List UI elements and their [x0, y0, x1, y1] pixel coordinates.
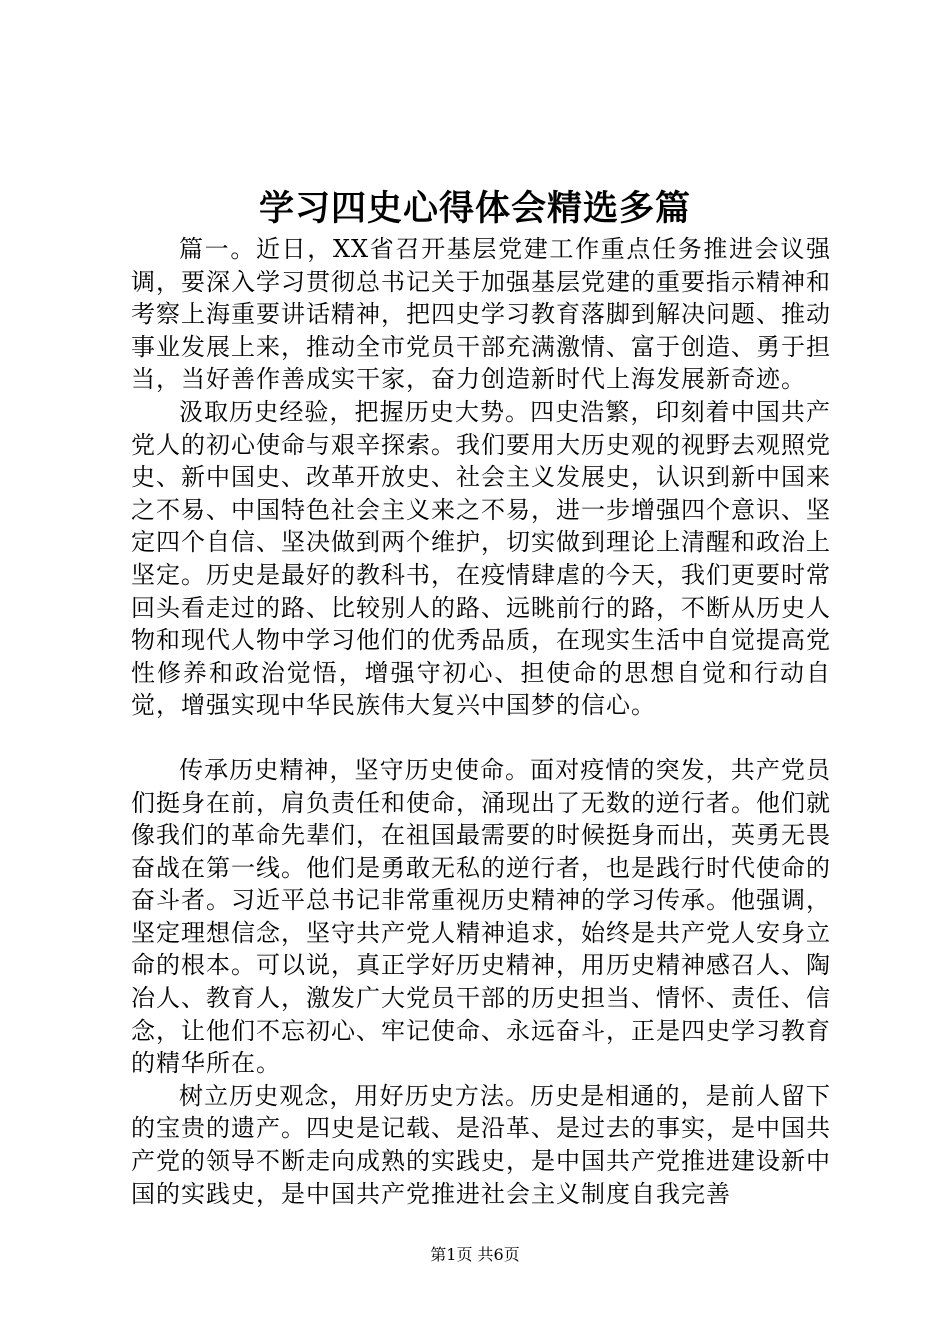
paragraph-2: 汲取历史经验，把握历史大势。四史浩繁，印刻着中国共产党人的初心使命与艰辛探索。我们要用大历史观的视野去观照党史、新中国史、改革开放史、社会主义发展史，认识到新中国来之不易、中国特色社会主义来之不易，进一步增强四个意识、坚定四个自信、坚决做到两个维护，切实做到理论上清醒和政治上坚定。历史是最好的教科书，在疫情肆虐的今天，我们更要时常回头看走过的路、比较别人的路、远眺前行的路，不断从历史人物和现代人物中学习他们的优秀品质，在现实生活中自觉提高党性修养和政治觉悟，增强守初心、担使命的思想自觉和行动自觉，增强实现中华民族伟大复兴中国梦的信心。 [131, 397, 831, 720]
document-title: 学习四史心得体会精选多篇 [258, 188, 691, 229]
page-number-footer: 第1页 共6页 [430, 1245, 520, 1264]
paragraph-spacer [131, 722, 831, 754]
paragraph-3: 传承历史精神，坚守历史使命。面对疫情的突发，共产党员们挺身在前，肩负责任和使命，涌现出了无数的逆行者。他们就像我们的革命先辈们，在祖国最需要的时候挺身而出，英勇无畏奋战在第一线。他们是勇敢无私的逆行者，也是践行时代使命的奋斗者。习近平总书记非常重视历史精神的学习传承。他强调，坚定理想信念，坚守共产党人精神追求，始终是共产党人安身立命的根本。可以说，真正学好历史精神，用历史精神感召人、陶冶人、教育人，激发广大党员干部的历史担当、情怀、责任、信念，让他们不忘初心、牢记使命、永远奋斗，正是四史学习教育的精华所在。 [131, 755, 831, 1078]
paragraph-1: 篇一。近日，XX省召开基层党建工作重点任务推进会议强调，要深入学习贯彻总书记关于加强基层党建的重要指示精神和考察上海重要讲话精神，把四史学习教育落脚到解决问题、推动事业发展上来，推动全市党员干部充满激情、富于创造、勇于担当，当好善作善成实干家，奋力创造新时代上海发展新奇迹。 [131, 235, 831, 394]
paragraph-4: 树立历史观念，用好历史方法。历史是相通的，是前人留下的宝贵的遗产。四史是记载、是沿革、是过去的事实，是中国共产党的领导不断走向成熟的实践史，是中国共产党推进建设新中国的实践史，是中国共产党推进社会主义制度自我完善 [131, 1081, 831, 1208]
document-body [131, 233, 831, 1210]
